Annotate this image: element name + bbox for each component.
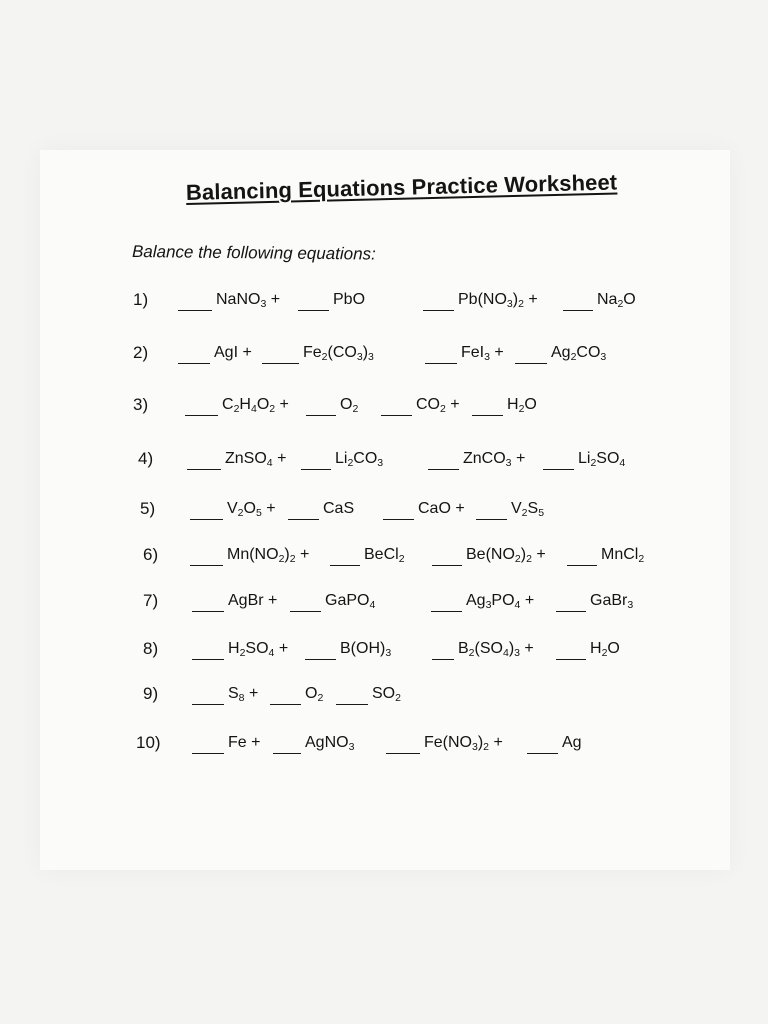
equation-row (0, 684, 768, 710)
equation-row (0, 343, 768, 369)
coefficient-blank[interactable] (330, 565, 360, 566)
reactant-1: $C_2H_4O_2$ + (222, 396, 289, 415)
equation-row (0, 499, 768, 525)
coefficient-blank[interactable] (192, 611, 224, 612)
reactant-1: ZnSO$_4$ + (225, 450, 287, 469)
coefficient-blank[interactable] (288, 519, 319, 520)
worksheet-title: Balancing Equations Practice Worksheet (185, 169, 618, 205)
equation-number: 7) (143, 591, 159, 610)
product-2: Ag (562, 734, 582, 751)
reactant-1: Fe + (228, 734, 261, 751)
coefficient-blank[interactable] (476, 519, 507, 520)
coefficient-blank[interactable] (178, 310, 212, 311)
coefficient-blank[interactable] (306, 415, 336, 416)
coefficient-blank[interactable] (192, 753, 224, 754)
coefficient-blank[interactable] (423, 310, 454, 311)
product-1: $B_2(SO_4)_3$ + (458, 640, 534, 659)
equation-number: 1) (133, 290, 149, 309)
coefficient-blank[interactable] (305, 659, 336, 660)
coefficient-blank[interactable] (187, 469, 221, 470)
coefficient-blank[interactable] (192, 704, 224, 705)
coefficient-blank[interactable] (432, 659, 454, 660)
reactant-2: $Li_2CO_3$ (335, 450, 384, 469)
coefficient-blank[interactable] (190, 565, 223, 566)
equation-row (0, 639, 768, 665)
coefficient-blank[interactable] (563, 310, 593, 311)
equation-row (0, 733, 768, 759)
equation-number: 3) (133, 395, 149, 414)
product-1: $Pb(NO_3)_2$ + (458, 291, 538, 310)
equation-number: 5) (140, 499, 156, 518)
coefficient-blank[interactable] (298, 310, 329, 311)
reactant-2: BeCl$_2$ (364, 546, 405, 565)
coefficient-blank[interactable] (432, 565, 462, 566)
reactant-2: $B(OH)_3$ (340, 640, 392, 659)
coefficient-blank[interactable] (336, 704, 368, 705)
equation-number: 10) (136, 733, 161, 752)
product-2: MnCl$_2$ (601, 546, 645, 565)
coefficient-blank[interactable] (425, 363, 457, 364)
coefficient-blank[interactable] (428, 469, 459, 470)
reactant-2: AgNO$_3$ (305, 734, 355, 753)
equation-row (0, 395, 768, 421)
product-1: FeI$_3$ + (461, 344, 504, 363)
coefficient-blank[interactable] (290, 611, 321, 612)
reactant-2: PbO (333, 291, 366, 308)
equation-row (0, 290, 768, 316)
equation-number: 9) (143, 684, 159, 703)
product-1: $CO_2$ + (416, 396, 460, 415)
coefficient-blank[interactable] (386, 753, 420, 754)
instructions-text: Balance the following equations: (131, 242, 376, 264)
product-1: $Fe(NO_3)_2$ + (424, 734, 503, 753)
coefficient-blank[interactable] (301, 469, 331, 470)
product-2: GaBr$_3$ (590, 592, 634, 611)
reactant-2: $O_2$ (305, 685, 324, 704)
coefficient-blank[interactable] (431, 611, 462, 612)
equation-number: 2) (133, 343, 149, 362)
product-1: $SO_2$ (372, 685, 401, 704)
coefficient-blank[interactable] (262, 363, 299, 364)
coefficient-blank[interactable] (527, 753, 558, 754)
equation-row (0, 591, 768, 617)
reactant-1: $H_2SO_4$ + (228, 640, 289, 659)
coefficient-blank[interactable] (515, 363, 547, 364)
product-2: $H_2O$ (507, 396, 537, 415)
equation-row (0, 545, 768, 571)
coefficient-blank[interactable] (270, 704, 301, 705)
reactant-1: $Mn(NO_2)_2$ + (227, 546, 310, 565)
equation-number: 8) (143, 639, 159, 658)
product-2: $Ag_2CO_3$ (551, 344, 607, 363)
coefficient-blank[interactable] (190, 519, 223, 520)
product-1: $Ag_3PO_4$ + (466, 592, 535, 611)
coefficient-blank[interactable] (556, 659, 586, 660)
coefficient-blank[interactable] (383, 519, 414, 520)
coefficient-blank[interactable] (567, 565, 597, 566)
product-2: $H_2O$ (590, 640, 620, 659)
equation-number: 4) (138, 449, 154, 468)
coefficient-blank[interactable] (178, 363, 210, 364)
reactant-1: AgBr + (228, 592, 278, 609)
coefficient-blank[interactable] (273, 753, 301, 754)
reactant-1: AgI + (214, 344, 252, 361)
reactant-2: $Fe_2(CO_3)_3$ (303, 344, 374, 363)
product-1: ZnCO$_3$ + (463, 450, 526, 469)
equation-number: 6) (143, 545, 159, 564)
reactant-2: $O_2$ (340, 396, 359, 415)
product-2: $Li_2SO_4$ (578, 450, 626, 469)
reactant-1: $S_8$ + (228, 685, 259, 704)
equation-row (0, 449, 768, 475)
product-1: $Be(NO_2)_2$ + (466, 546, 546, 565)
coefficient-blank[interactable] (381, 415, 412, 416)
product-2: $V_2S_5$ (511, 500, 545, 519)
coefficient-blank[interactable] (192, 659, 224, 660)
product-2: $Na_2O$ (597, 291, 636, 310)
product-1: CaO + (418, 500, 465, 517)
reactant-2: GaPO$_4$ (325, 592, 376, 611)
coefficient-blank[interactable] (472, 415, 503, 416)
reactant-2: CaS (323, 500, 355, 517)
reactant-1: $V_2O_5$ + (227, 500, 276, 519)
coefficient-blank[interactable] (556, 611, 586, 612)
coefficient-blank[interactable] (543, 469, 574, 470)
reactant-1: NaNO$_3$ + (216, 291, 281, 310)
coefficient-blank[interactable] (185, 415, 218, 416)
